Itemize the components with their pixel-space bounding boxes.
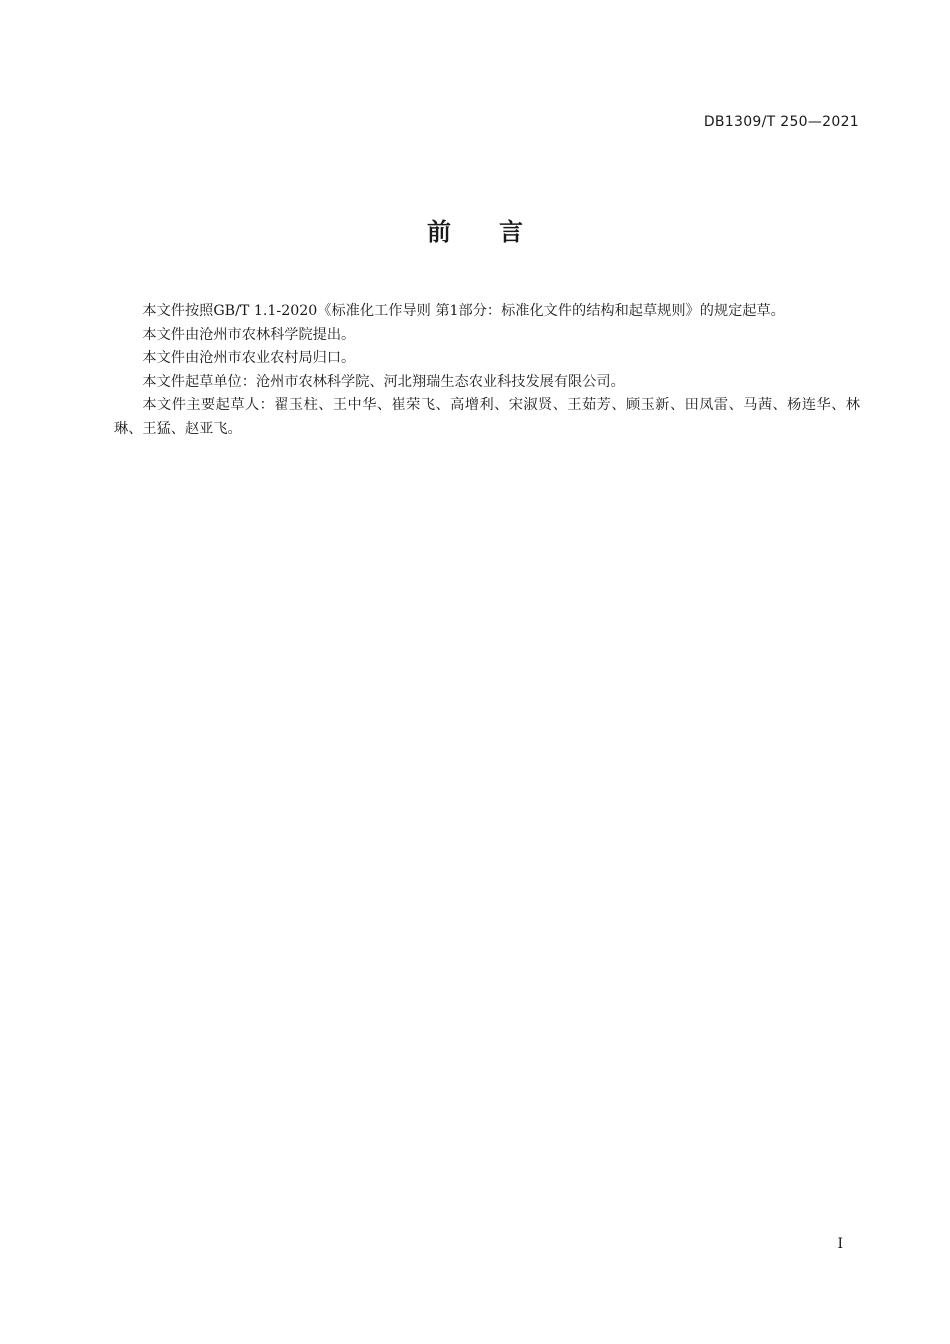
title-char-2: 言 [499,218,523,246]
paragraph-standard-basis: 本文件按照GB/T 1.1-2020《标准化工作导则 第1部分：标准化文件的结构和起草规则》的规定起草。 [142,303,785,319]
paragraph-drafting-units: 本文件起草单位：沧州市农林科学院、河北翔瑞生态农业科技发展有限公司。 [142,373,625,390]
document-code: DB1309/T 250—2021 [703,114,859,130]
page-number: I [837,1236,843,1252]
page-title [0,212,950,247]
foreword-body [114,300,860,441]
paragraph-administrator: 本文件由沧州市农业农村局归口。 [142,350,356,366]
paragraph-drafters: 本文件主要起草人：翟玉柱、王中华、崔荣飞、高增利、宋淑贤、王茹芳、顾玉新、田凤雷、马茜、杨连华、林琳、王猛、赵亚飞。 [114,397,860,437]
title-char-1: 前 [427,218,451,246]
paragraph-proposer: 本文件由沧州市农林科学院提出。 [142,326,356,343]
